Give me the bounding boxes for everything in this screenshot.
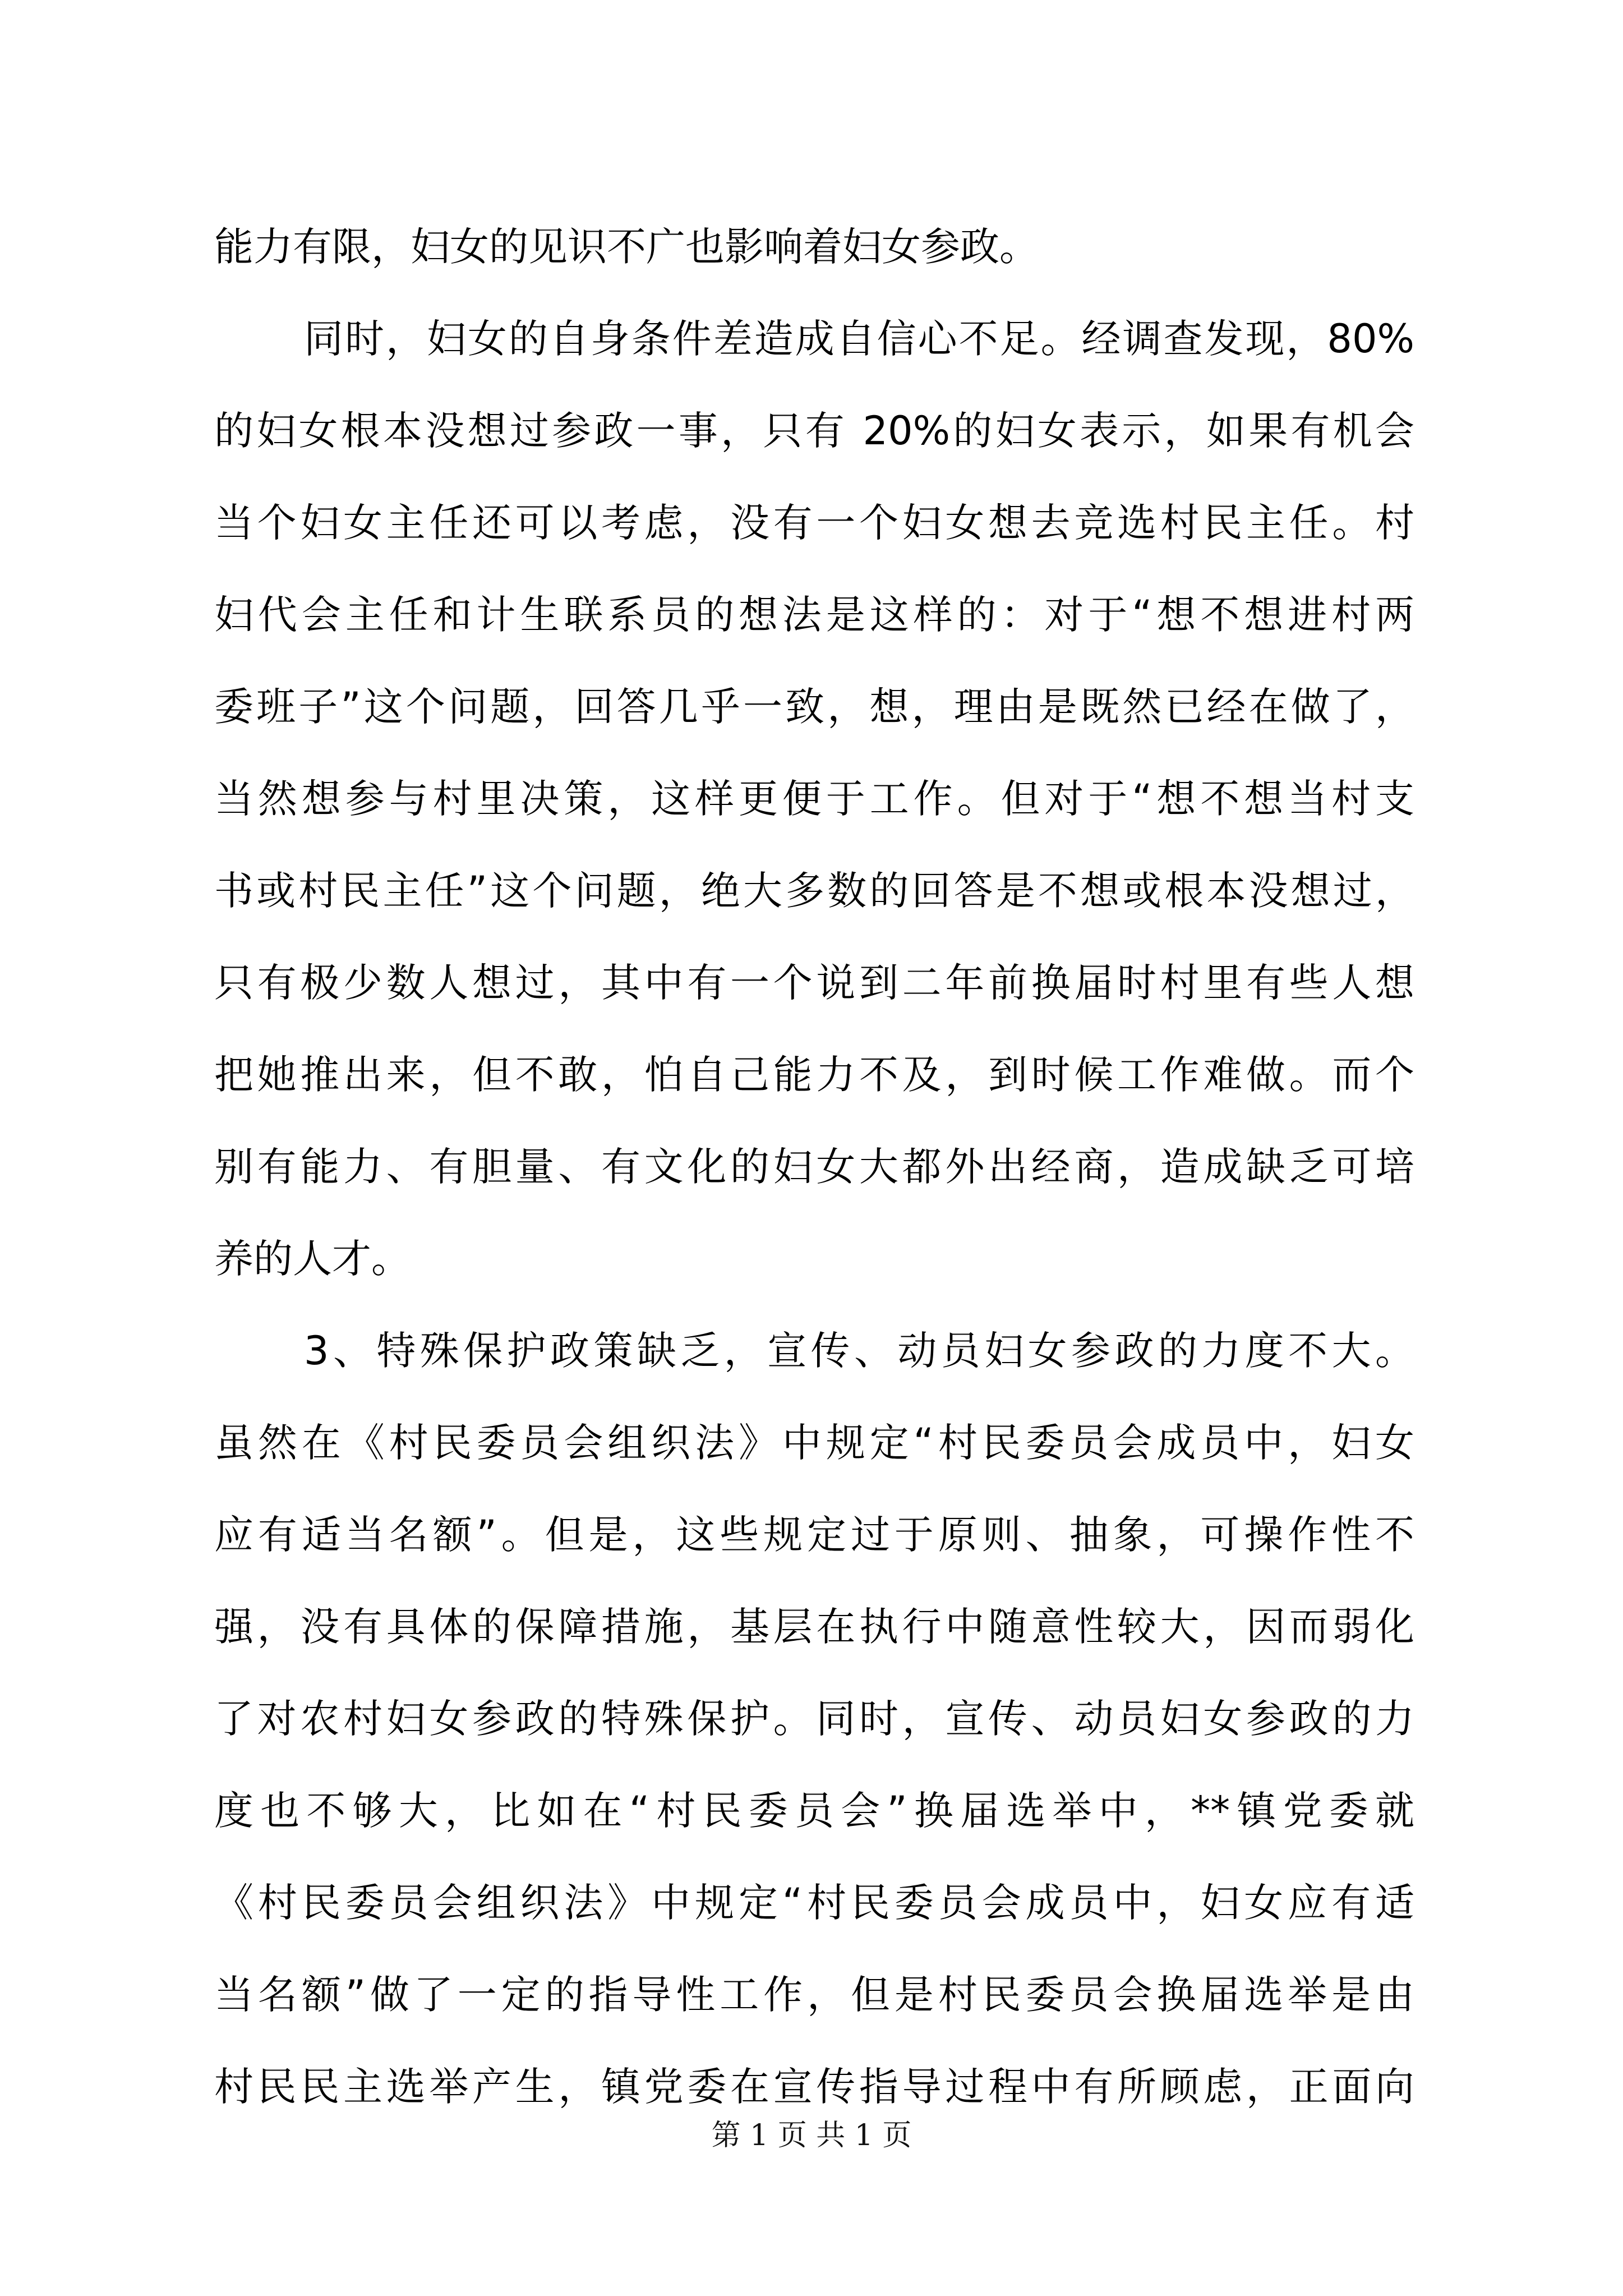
body-line: 当名额”做了一定的指导性工作，但是村民委员会换届选举是由: [214, 1972, 1414, 2018]
body-line: 的妇女根本没想过参政一事，只有 20%的妇女表示，如果有机会: [214, 408, 1414, 454]
body-line: 委班子”这个问题，回答几乎一致，想，理由是既然已经在做了，: [214, 684, 1414, 730]
body-line: 能力有限，妇女的见识不广也影响着妇女参政。: [214, 224, 1039, 270]
page-footer: 第 1 页 共 1 页: [711, 2119, 912, 2152]
body-line: 别有能力、有胆量、有文化的妇女大都外出经商，造成缺乏可培: [214, 1144, 1414, 1190]
body-line: 只有极少数人想过，其中有一个说到二年前换届时村里有些人想: [214, 960, 1414, 1006]
body-line: 妇代会主任和计生联系员的想法是这样的：对于“想不想进村两: [214, 592, 1414, 638]
body-line: 当个妇女主任还可以考虑，没有一个妇女想去竞选村民主任。村: [214, 500, 1414, 546]
body-line: 虽然在《村民委员会组织法》中规定“村民委员会成员中，妇女: [214, 1420, 1414, 1466]
body-line: 强，没有具体的保障措施，基层在执行中随意性较大，因而弱化: [214, 1604, 1414, 1650]
body-line: 了对农村妇女参政的特殊保护。同时，宣传、动员妇女参政的力: [214, 1696, 1414, 1742]
body-line: 村民民主选举产生，镇党委在宣传指导过程中有所顾虑，正面向: [214, 2064, 1414, 2110]
body-line: 应有适当名额”。但是，这些规定过于原则、抽象，可操作性不: [214, 1512, 1414, 1558]
body-line: 当然想参与村里决策，这样更便于工作。但对于“想不想当村支: [214, 776, 1414, 822]
body-line: 养的人才。: [214, 1236, 411, 1282]
body-line: 《村民委员会组织法》中规定“村民委员会成员中，妇女应有适: [214, 1880, 1414, 1926]
body-line: 书或村民主任”这个问题，绝大多数的回答是不想或根本没想过，: [214, 868, 1414, 914]
paragraph-start-line: 同时，妇女的自身条件差造成自信心不足。经调查发现，80%: [304, 316, 1414, 362]
paragraph-start-line: 3、特殊保护政策缺乏，宣传、动员妇女参政的力度不大。: [304, 1328, 1414, 1374]
body-line: 把她推出来，但不敢，怕自己能力不及，到时候工作难做。而个: [214, 1052, 1414, 1098]
body-line: 度也不够大，比如在“村民委员会”换届选举中，**镇党委就: [214, 1788, 1414, 1834]
